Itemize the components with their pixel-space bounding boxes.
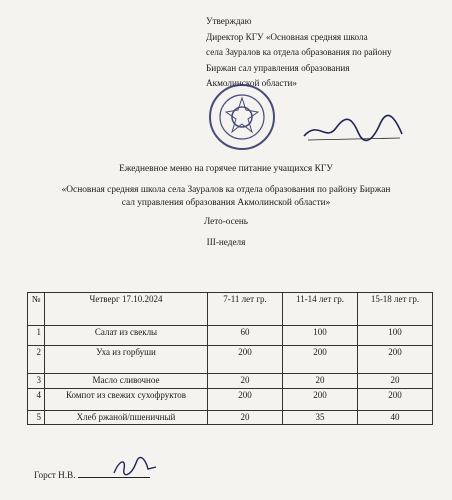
signature-underline [78, 468, 150, 478]
portion-7-11: 20 [208, 374, 283, 389]
director-signature-icon [300, 112, 406, 146]
approval-line: Акмолинской области» [206, 78, 297, 88]
footer-signature-line [34, 468, 150, 480]
dish-name: Компот из свежих сухофруктов [45, 389, 208, 411]
dish-name: Салат из свеклы [45, 326, 208, 346]
signer-name: Горст Н.В. [34, 470, 76, 480]
approval-block [206, 14, 446, 92]
portion-11-14: 20 [283, 374, 358, 389]
school-name-cont: сал управления образования Акмолинской области» [121, 198, 331, 208]
col-header: 15-18 лет гр. [358, 293, 433, 326]
col-header: 11-14 лет гр. [283, 293, 358, 326]
table-row [28, 411, 433, 425]
portion-7-11: 20 [208, 411, 283, 425]
portion-15-18: 20 [358, 374, 433, 389]
week-label: III-неделя [206, 237, 246, 247]
school-name: «Основная средняя школа села Зауралов ка отдела образования по району Биржан [61, 185, 391, 195]
row-number: 2 [28, 346, 45, 374]
menu-heading [20, 163, 432, 210]
menu-title: Ежедневное меню на горячее питание учащихся КГУ [119, 164, 333, 174]
portion-15-18: 200 [358, 346, 433, 374]
portion-7-11: 200 [208, 389, 283, 411]
dish-name: Масло сливочное [45, 374, 208, 389]
approval-line: Биржан сал управления образования [206, 62, 350, 73]
menu-table [27, 292, 433, 425]
season-label: Лето-осень [204, 216, 248, 226]
row-number: 1 [28, 326, 45, 346]
portion-15-18: 100 [358, 326, 433, 346]
portion-15-18: 200 [358, 389, 433, 411]
portion-7-11: 200 [208, 346, 283, 374]
official-seal-icon [200, 82, 284, 152]
table-row [28, 326, 433, 346]
table-row [28, 389, 433, 411]
portion-7-11: 60 [208, 326, 283, 346]
table-row [28, 346, 433, 374]
portion-11-14: 200 [283, 389, 358, 411]
row-number: 3 [28, 374, 45, 389]
dish-name: Хлеб ржаной/пшеничный [45, 411, 208, 425]
col-header: № [28, 293, 45, 326]
table-row [28, 374, 433, 389]
approval-line: Утверждаю [206, 16, 252, 26]
portion-11-14: 35 [283, 411, 358, 425]
dish-name: Уха из горбуши [45, 346, 208, 374]
approval-line: Директор КГУ «Основная средняя школа [206, 31, 368, 42]
portion-11-14: 200 [283, 346, 358, 374]
row-number: 5 [28, 411, 45, 425]
portion-15-18: 40 [358, 411, 433, 425]
table-header-row [28, 293, 433, 326]
row-number: 4 [28, 389, 45, 411]
col-header: Четверг 17.10.2024 [45, 293, 208, 326]
approval-line: села Зауралов ка отдела образования по району [206, 47, 392, 57]
col-header: 7-11 лет гр. [208, 293, 283, 326]
portion-11-14: 100 [283, 326, 358, 346]
